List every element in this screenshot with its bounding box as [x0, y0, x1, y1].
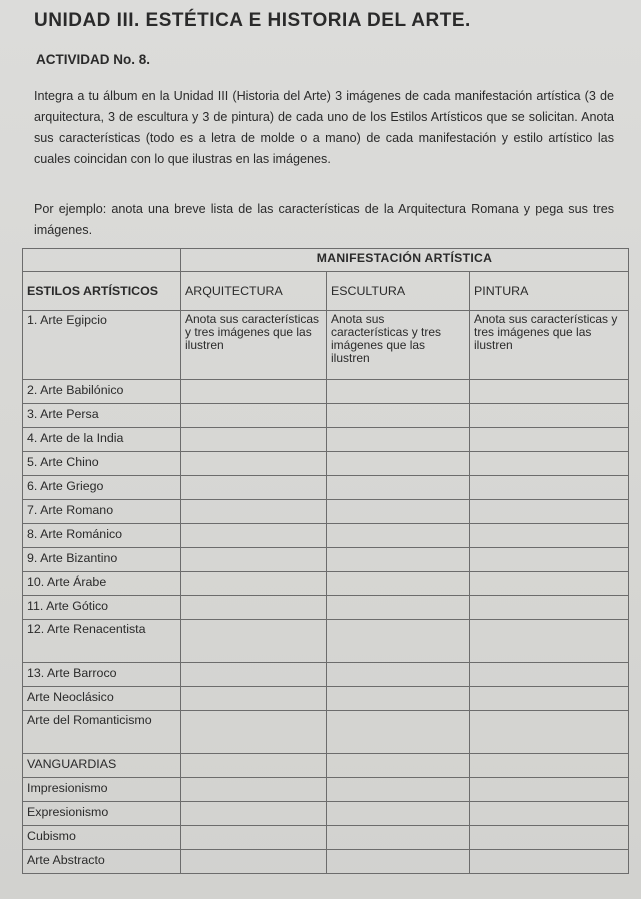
architecture-cell[interactable]	[181, 596, 327, 620]
instructions-paragraph: Integra a tu álbum en la Unidad III (Historia del Arte) 3 imágenes de cada manifestación artística (3 de arquitectura, 3 de escultura y 3 de pintura) de cada uno de los Estilos Artísticos que se solicitan. Anota sus características (todo es a letra de molde o a mano) de cada manifestación y estilo artístico las cuales coincidan con lo que ilustras en las imágenes.	[34, 89, 614, 166]
sculpture-cell[interactable]	[327, 687, 470, 711]
architecture-cell[interactable]	[181, 572, 327, 596]
painting-cell[interactable]	[470, 476, 629, 500]
sculpture-cell[interactable]	[327, 500, 470, 524]
painting-example-cell: Anota sus características y tres imágenes que las ilustren	[470, 311, 629, 380]
style-label: 13. Arte Barroco	[23, 663, 181, 687]
architecture-cell[interactable]	[181, 500, 327, 524]
sculpture-cell[interactable]	[327, 476, 470, 500]
style-label: 9. Arte Bizantino	[23, 548, 181, 572]
sculpture-cell[interactable]	[327, 404, 470, 428]
sculpture-cell[interactable]	[327, 826, 470, 850]
painting-cell[interactable]	[470, 620, 629, 663]
painting-column-header: PINTURA	[470, 272, 629, 311]
architecture-cell[interactable]	[181, 524, 327, 548]
painting-cell[interactable]	[470, 572, 629, 596]
painting-cell[interactable]	[470, 711, 629, 754]
architecture-cell[interactable]	[181, 687, 327, 711]
architecture-cell[interactable]	[181, 380, 327, 404]
style-label: VANGUARDIAS	[23, 754, 181, 778]
painting-cell[interactable]	[470, 802, 629, 826]
painting-cell[interactable]	[470, 380, 629, 404]
style-label: 3. Arte Persa	[23, 404, 181, 428]
activity-number: ACTIVIDAD No. 8.	[36, 52, 151, 67]
architecture-cell[interactable]	[181, 428, 327, 452]
style-label: 11. Arte Gótico	[23, 596, 181, 620]
sculpture-cell[interactable]	[327, 428, 470, 452]
painting-cell[interactable]	[470, 524, 629, 548]
style-label: Impresionismo	[23, 778, 181, 802]
style-label: 10. Arte Árabe	[23, 572, 181, 596]
painting-cell[interactable]	[470, 687, 629, 711]
header-corner-cell	[23, 249, 181, 272]
style-label: 6. Arte Griego	[23, 476, 181, 500]
architecture-cell[interactable]	[181, 548, 327, 572]
page-title: UNIDAD III. ESTÉTICA E HISTORIA DEL ARTE.	[34, 10, 471, 31]
painting-cell[interactable]	[470, 826, 629, 850]
sculpture-cell[interactable]	[327, 380, 470, 404]
style-label: 2. Arte Babilónico	[23, 380, 181, 404]
styles-column-header: ESTILOS ARTÍSTICOS	[23, 272, 181, 311]
sculpture-cell[interactable]	[327, 524, 470, 548]
sculpture-cell[interactable]	[327, 802, 470, 826]
sculpture-cell[interactable]	[327, 778, 470, 802]
painting-cell[interactable]	[470, 428, 629, 452]
sculpture-cell[interactable]	[327, 596, 470, 620]
painting-cell[interactable]	[470, 754, 629, 778]
architecture-cell[interactable]	[181, 404, 327, 428]
style-label: Arte Neoclásico	[23, 687, 181, 711]
sculpture-cell[interactable]	[327, 711, 470, 754]
manifestation-header: MANIFESTACIÓN ARTÍSTICA	[181, 249, 629, 272]
sculpture-example-cell: Anota sus características y tres imágenes que las ilustren	[327, 311, 470, 380]
architecture-cell[interactable]	[181, 711, 327, 754]
architecture-cell[interactable]	[181, 663, 327, 687]
style-label: 8. Arte Románico	[23, 524, 181, 548]
sculpture-cell[interactable]	[327, 850, 470, 874]
sculpture-cell[interactable]	[327, 620, 470, 663]
example-paragraph: Por ejemplo: anota una breve lista de las características de la Arquitectura Romana y pega sus tres imágenes.	[34, 202, 614, 237]
architecture-cell[interactable]	[181, 476, 327, 500]
architecture-example-cell: Anota sus características y tres imágenes que las ilustren	[181, 311, 327, 380]
sculpture-cell[interactable]	[327, 663, 470, 687]
painting-cell[interactable]	[470, 404, 629, 428]
architecture-cell[interactable]	[181, 754, 327, 778]
sculpture-cell[interactable]	[327, 572, 470, 596]
painting-cell[interactable]	[470, 596, 629, 620]
painting-cell[interactable]	[470, 778, 629, 802]
style-label: Arte del Romanticismo	[23, 711, 181, 754]
sculpture-cell[interactable]	[327, 452, 470, 476]
architecture-column-header: ARQUITECTURA	[181, 272, 327, 311]
architecture-cell[interactable]	[181, 850, 327, 874]
painting-cell[interactable]	[470, 500, 629, 524]
style-label: 7. Arte Romano	[23, 500, 181, 524]
sculpture-cell[interactable]	[327, 548, 470, 572]
style-label: Cubismo	[23, 826, 181, 850]
architecture-cell[interactable]	[181, 452, 327, 476]
style-label: 1. Arte Egipcio	[23, 311, 181, 380]
painting-cell[interactable]	[470, 850, 629, 874]
painting-cell[interactable]	[470, 663, 629, 687]
style-label: Expresionismo	[23, 802, 181, 826]
art-styles-table	[22, 248, 629, 874]
style-label: 12. Arte Renacentista	[23, 620, 181, 663]
style-label: 5. Arte Chino	[23, 452, 181, 476]
architecture-cell[interactable]	[181, 802, 327, 826]
architecture-cell[interactable]	[181, 778, 327, 802]
style-label: Arte Abstracto	[23, 850, 181, 874]
architecture-cell[interactable]	[181, 826, 327, 850]
sculpture-column-header: ESCULTURA	[327, 272, 470, 311]
architecture-cell[interactable]	[181, 620, 327, 663]
style-label: 4. Arte de la India	[23, 428, 181, 452]
painting-cell[interactable]	[470, 452, 629, 476]
painting-cell[interactable]	[470, 548, 629, 572]
sculpture-cell[interactable]	[327, 754, 470, 778]
